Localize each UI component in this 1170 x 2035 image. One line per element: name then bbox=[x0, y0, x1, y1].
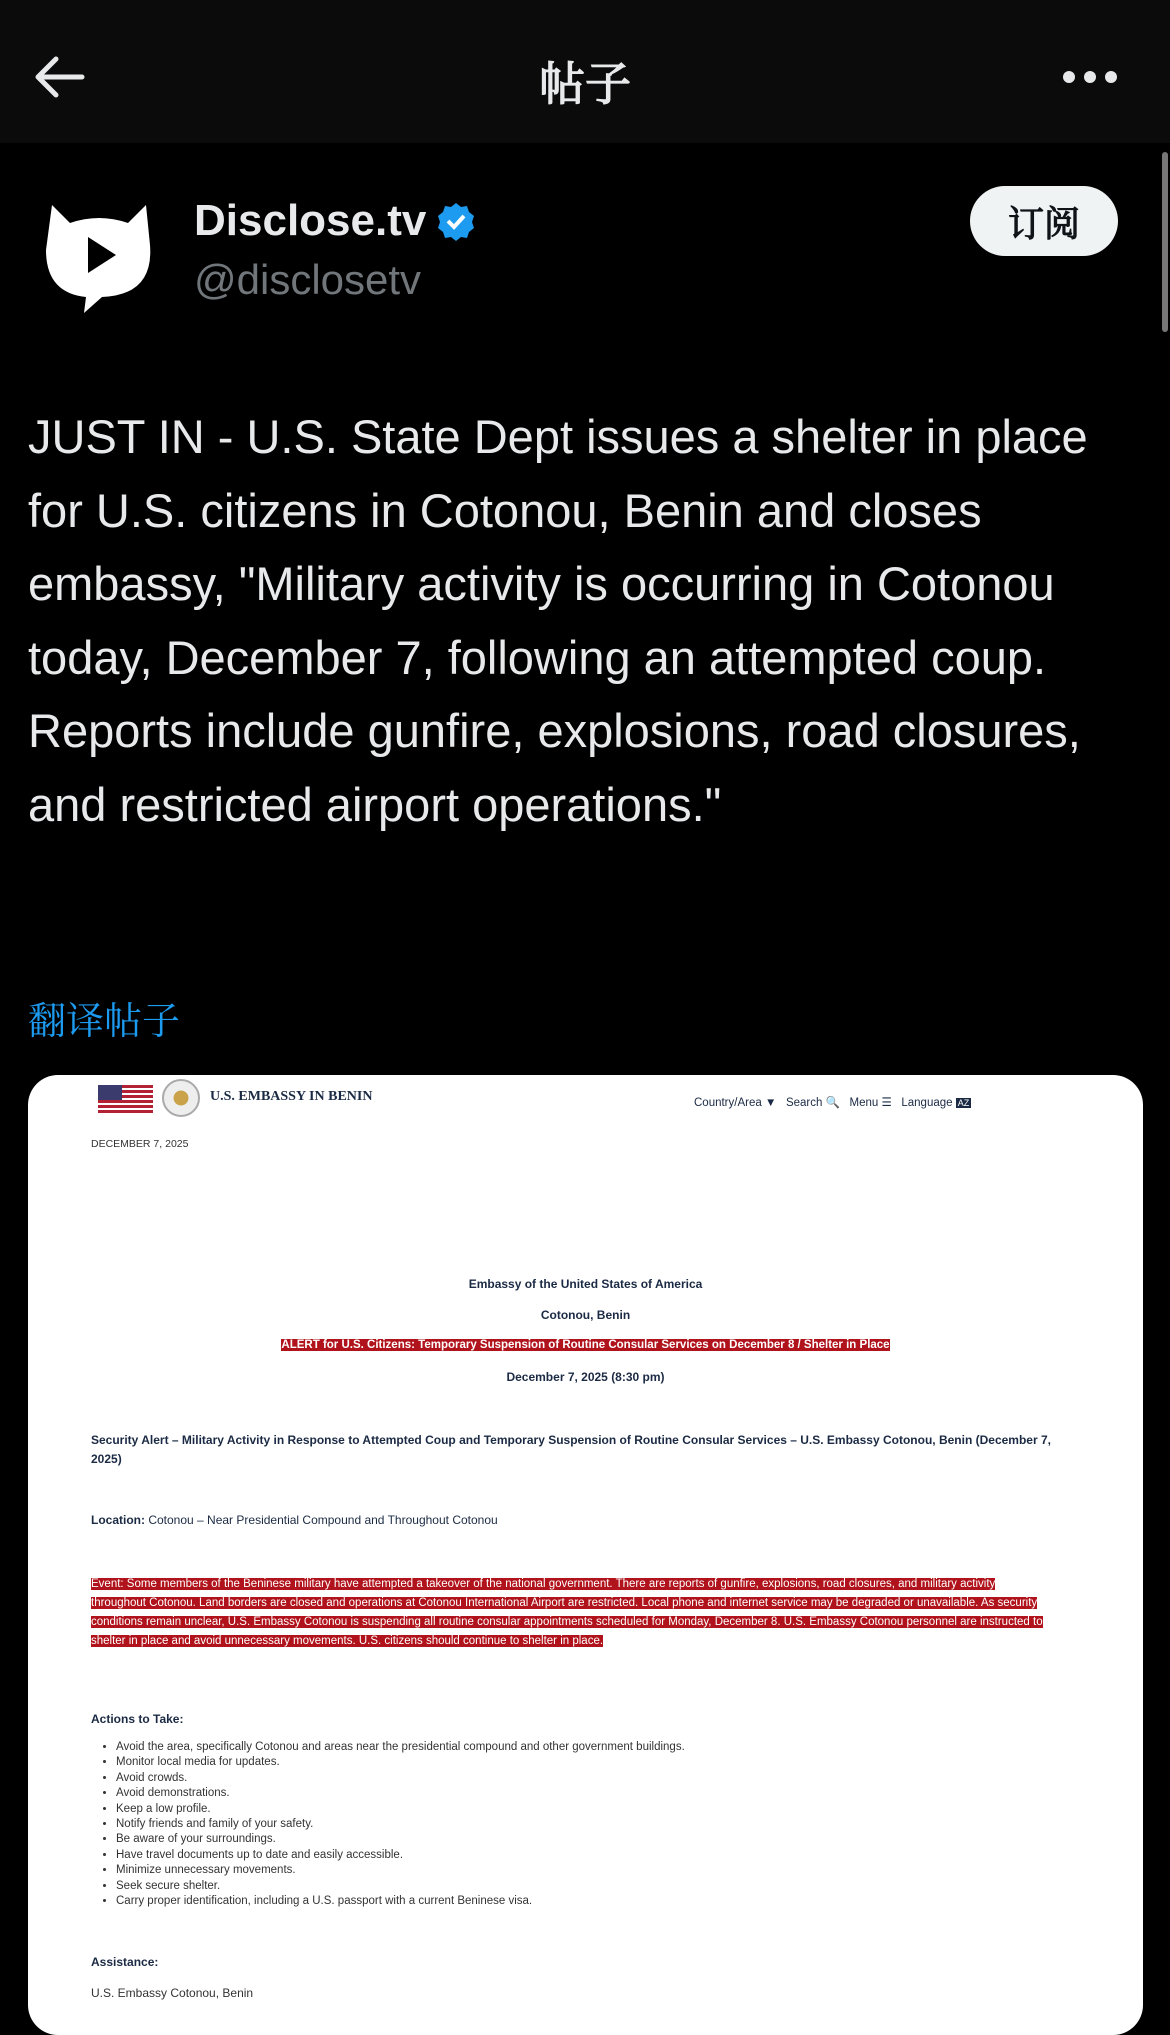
list-item: • Have travel documents up to date and easily accessible. bbox=[116, 1848, 685, 1863]
event-text: Event: Some members of the Beninese military have attempted a takeover of the national government. There are reports of gunfire, explosions, road closures, and military activity throughout Cotonou. Land borders are closed and operations at Cotonou International Airport are restricted. Local phone and internet service may be degraded or unavailable. As security conditions remain unclear, U.S. Embassy Cotonou is suspending all routine consular appointments scheduled for Monday, December 8. U.S. Embassy Cotonou personnel are instructed to shelter in place and avoid unnecessary movements. U.S. citizens should continue to shelter in place. bbox=[91, 1578, 1043, 1647]
translate-post-link[interactable]: 翻译帖子 bbox=[28, 999, 181, 1043]
doc-security-alert: Security Alert – Military Activity in Response to Attempted Coup and Temporary Suspension of Routine Consular Services – U.S. Embassy Cotonou, Benin (December 7, 2025) bbox=[91, 1433, 1051, 1466]
author-name[interactable]: Disclose.tv bbox=[194, 196, 427, 245]
doc-event bbox=[91, 1575, 1051, 1651]
doc-alert-wrap bbox=[28, 1339, 1143, 1351]
more-options-icon[interactable] bbox=[1062, 62, 1118, 92]
list-item: • Minimize unnecessary movements. bbox=[116, 1863, 685, 1878]
embassy-seal-icon bbox=[162, 1079, 200, 1117]
embassy-brand: U.S. EMBASSY IN BENIN bbox=[210, 1089, 373, 1104]
doc-datetime: December 7, 2025 (8:30 pm) bbox=[506, 1370, 665, 1384]
scrollbar[interactable] bbox=[1162, 152, 1168, 332]
list-item: • Seek secure shelter. bbox=[116, 1879, 685, 1894]
top-bar bbox=[0, 0, 1170, 143]
language-icon: AZ bbox=[957, 1098, 970, 1108]
list-item: • Be aware of your surroundings. bbox=[116, 1832, 685, 1847]
author-name-row[interactable] bbox=[194, 196, 476, 246]
list-item: • Carry proper identification, including a U.S. passport with a current Beninese visa. bbox=[116, 1894, 685, 1909]
location-value: Cotonou – Near Presidential Compound and Throughout Cotonou bbox=[145, 1513, 498, 1527]
list-item: • Monitor local media for updates. bbox=[116, 1755, 685, 1770]
doc-assistance-line: U.S. Embassy Cotonou, Benin bbox=[91, 1986, 254, 2000]
embassy-nav bbox=[694, 1095, 971, 1109]
page-title: 帖子 bbox=[539, 57, 631, 111]
verified-badge-icon bbox=[436, 201, 476, 241]
nav-search: Search 🔍 bbox=[785, 1097, 840, 1109]
list-item: • Avoid crowds. bbox=[116, 1771, 685, 1786]
doc-city: Cotonou, Benin bbox=[540, 1308, 631, 1322]
actions-list bbox=[116, 1740, 685, 1909]
nav-country: Country/Area ▼ bbox=[694, 1097, 777, 1109]
location-label: Location: bbox=[91, 1513, 145, 1527]
us-flag-icon bbox=[98, 1085, 153, 1113]
list-item: • Keep a low profile. bbox=[116, 1802, 685, 1817]
subscribe-button[interactable]: 订阅 bbox=[970, 186, 1118, 256]
doc-alert: ALERT for U.S. Citizens: Temporary Suspension of Routine Consular Services on December 8 / Shelter in Place bbox=[281, 1339, 890, 1351]
doc-location bbox=[91, 1513, 498, 1527]
list-item: • Avoid the area, specifically Cotonou and areas near the presidential compound and other government buildings. bbox=[116, 1740, 685, 1755]
doc-actions-label: Actions to Take: bbox=[91, 1712, 184, 1726]
post-image[interactable] bbox=[28, 1075, 1143, 2035]
doc-assistance-label: Assistance: bbox=[91, 1955, 159, 1969]
avatar[interactable] bbox=[44, 195, 154, 313]
post-text: JUST IN - U.S. State Dept issues a shelter in place for U.S. citizens in Cotonou, Benin and closes embassy, "Military activity is occurring in Cotonou today, December 7, following an attempted coup. Reports include gunfire, explosions, road closures, and restricted airport operations." bbox=[28, 410, 1088, 831]
doc-heading: Embassy of the United States of America bbox=[468, 1277, 703, 1291]
author-handle[interactable]: @disclosetv bbox=[194, 256, 422, 303]
list-item: • Avoid demonstrations. bbox=[116, 1786, 685, 1801]
nav-language: Language bbox=[901, 1097, 953, 1109]
doc-date: DECEMBER 7, 2025 bbox=[91, 1138, 189, 1150]
nav-menu: Menu ☰ bbox=[849, 1097, 892, 1109]
list-item: • Notify friends and family of your safety. bbox=[116, 1817, 685, 1832]
